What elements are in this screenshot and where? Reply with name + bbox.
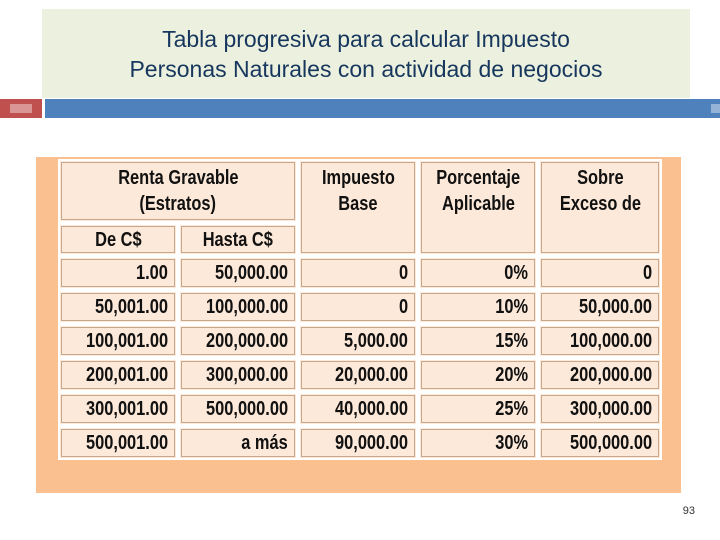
table-cell-hasta: 100,000.00 xyxy=(178,290,298,324)
table-cell-de: 100,001.00 xyxy=(58,324,178,358)
accent-bar-red-highlight xyxy=(10,104,32,113)
header-sobre-line1: Sobre xyxy=(576,167,624,189)
table-cell-exceso: 500,000.00 xyxy=(538,426,662,460)
table-cell-porcentaje: 20% xyxy=(418,358,538,392)
table-cell-de: 200,001.00 xyxy=(58,358,178,392)
table-cell-impuesto: 20,000.00 xyxy=(298,358,418,392)
table-cell-porcentaje: 25% xyxy=(418,392,538,426)
header-de: De C$ xyxy=(58,223,178,256)
table-cell-exceso: 0 xyxy=(538,256,662,290)
slide-title-box xyxy=(42,9,690,98)
table-cell-hasta: a más xyxy=(178,426,298,460)
table-cell-de: 50,001.00 xyxy=(58,290,178,324)
header-renta-line2: (Estratos) xyxy=(139,193,217,215)
page-number: 93 xyxy=(682,505,695,517)
accent-bar-blue xyxy=(45,99,720,118)
table-cell-impuesto: 5,000.00 xyxy=(298,324,418,358)
table-cell-exceso: 200,000.00 xyxy=(538,358,662,392)
table-cell-porcentaje: 10% xyxy=(418,290,538,324)
header-porcentaje-aplicable xyxy=(418,159,538,256)
table-cell-exceso: 100,000.00 xyxy=(538,324,662,358)
table-cell-hasta: 300,000.00 xyxy=(178,358,298,392)
table-cell-hasta: 50,000.00 xyxy=(178,256,298,290)
table-cell-porcentaje: 30% xyxy=(418,426,538,460)
table-cell-impuesto: 0 xyxy=(298,290,418,324)
header-impuesto-line2: Base xyxy=(338,193,378,215)
header-renta-line1: Renta Gravable xyxy=(117,167,239,189)
header-renta-gravable xyxy=(58,159,298,223)
table-cell-impuesto: 0 xyxy=(298,256,418,290)
accent-bar-blue-highlight xyxy=(711,104,720,113)
table-cell-exceso: 300,000.00 xyxy=(538,392,662,426)
header-sobre-line2: Exceso de xyxy=(559,193,641,215)
header-impuesto-line1: Impuesto xyxy=(321,167,395,189)
header-hasta: Hasta C$ xyxy=(178,223,298,256)
table-cell-de: 1.00 xyxy=(58,256,178,290)
table-cell-impuesto: 40,000.00 xyxy=(298,392,418,426)
table-cell-de: 300,001.00 xyxy=(58,392,178,426)
tax-table xyxy=(36,157,681,493)
header-porcentaje-line2: Aplicable xyxy=(441,193,515,215)
table-cell-hasta: 500,000.00 xyxy=(178,392,298,426)
table-cell-hasta: 200,000.00 xyxy=(178,324,298,358)
slide-title-line-1: Tabla progresiva para calcular Impuesto xyxy=(162,25,570,52)
table-cell-exceso: 50,000.00 xyxy=(538,290,662,324)
slide-title-line-2: Personas Naturales con actividad de negocios xyxy=(129,55,603,82)
table-cell-de: 500,001.00 xyxy=(58,426,178,460)
table-cell-porcentaje: 15% xyxy=(418,324,538,358)
table-cell-impuesto: 90,000.00 xyxy=(298,426,418,460)
header-sobre-exceso xyxy=(538,159,662,256)
table-cell-porcentaje: 0% xyxy=(418,256,538,290)
header-impuesto-base xyxy=(298,159,418,256)
header-porcentaje-line1: Porcentaje xyxy=(436,167,520,189)
